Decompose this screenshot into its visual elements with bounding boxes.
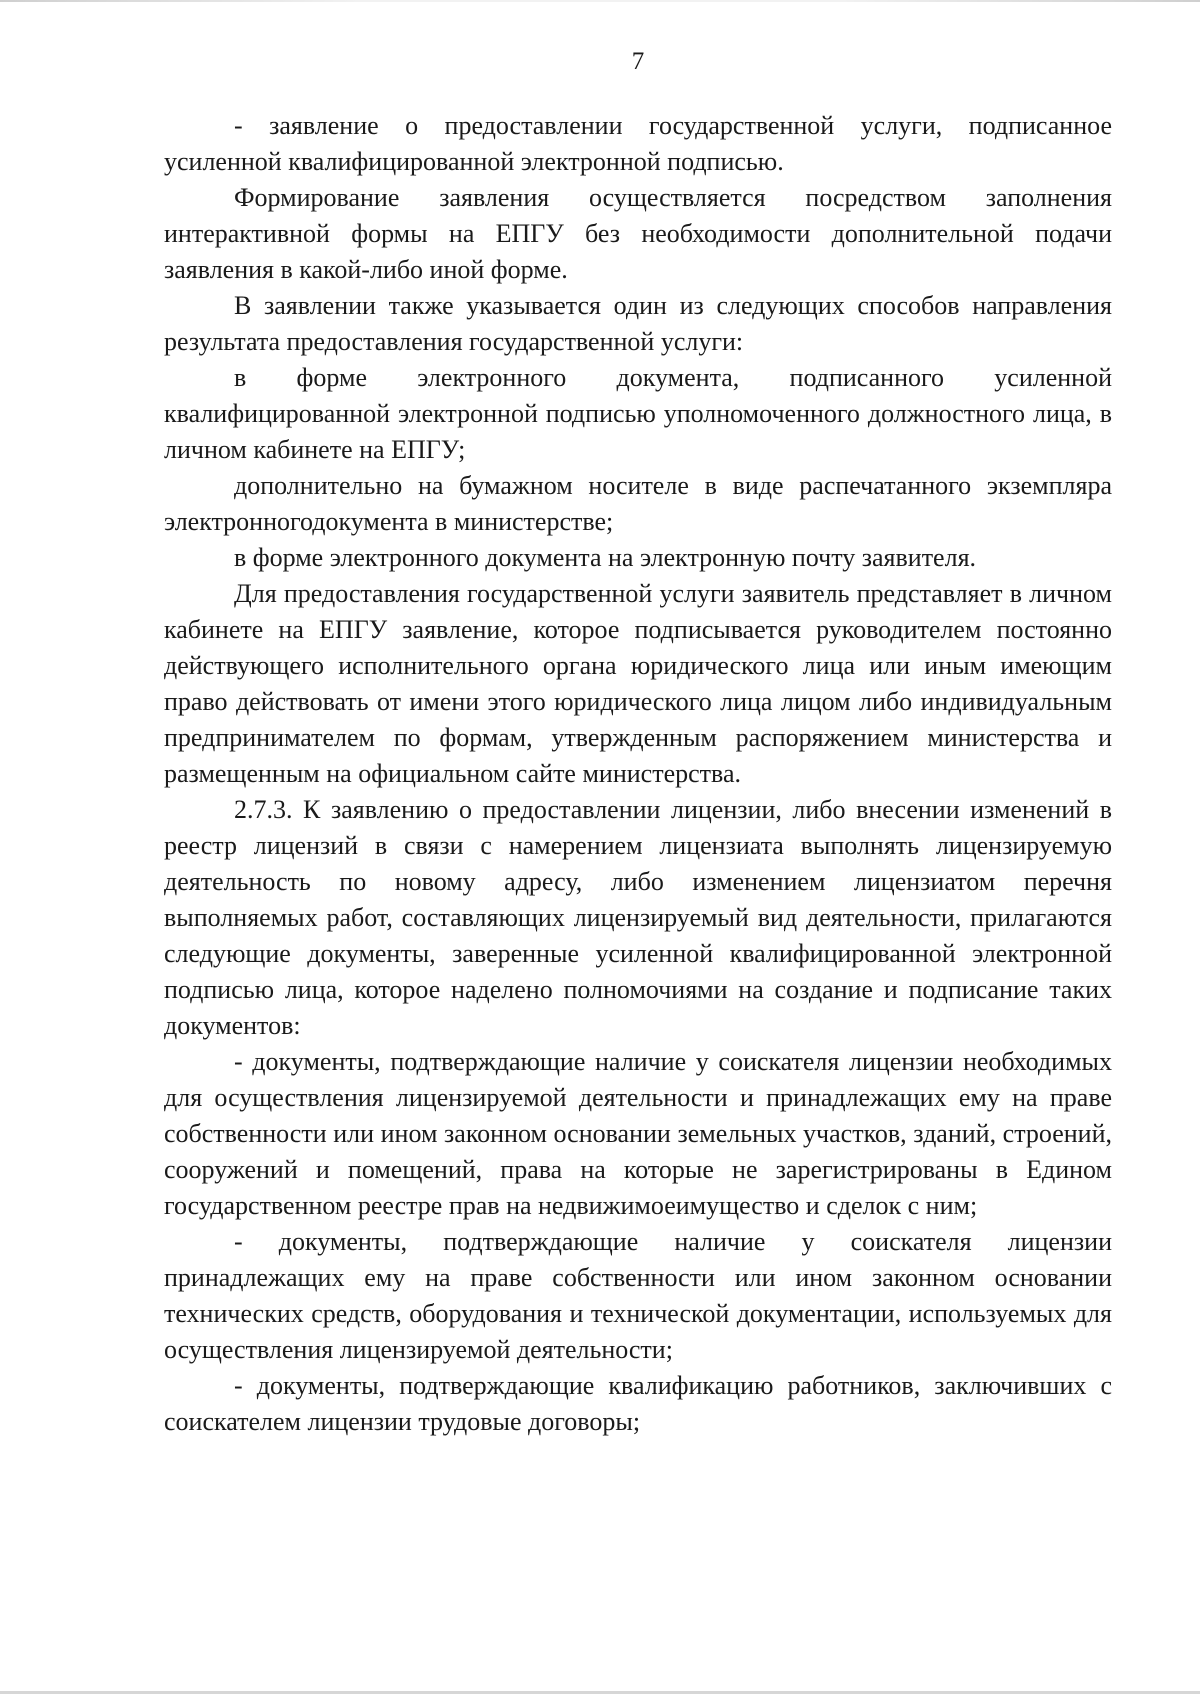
paragraph: - документы, подтверждающие квалификацию работников, заключивших с соискателем лицензии трудовые договоры;: [164, 1371, 1112, 1436]
paragraph: Для предоставления государственной услуги заявитель представляет в личном кабинете на ЕПГУ заявление, которое подписывается руководителем постоянно действующего исполнительного органа юридического лица или иным имеющим право действовать от имени этого юридического лица лицом либо индивидуальным предпринимателем по формам, утвержденным распоряжением министерства и размещенным на официальном сайте министерства.: [164, 579, 1112, 788]
paragraph: В заявлении также указывается один из следующих способов направления результата предоставления государственной услуги:: [164, 291, 1112, 356]
paragraph: дополнительно на бумажном носителе в виде распечатанного экземпляра электронногодокумента в министерстве;: [164, 471, 1112, 536]
paragraph: - заявление о предоставлении государственной услуги, подписанное усиленной квалифицированной электронной подписью.: [164, 111, 1112, 176]
page-number: 7: [631, 48, 645, 75]
paragraph: - документы, подтверждающие наличие у соискателя лицензии принадлежащих ему на праве собственности или ином законном основании технических средств, оборудования и технической документации, используемых для осуществления лицензируемой деятельности;: [164, 1227, 1112, 1364]
document-body: [164, 108, 1112, 1440]
paragraph: 2.7.3. К заявлению о предоставлении лицензии, либо внесении изменений в реестр лицензий в связи с намерением лицензиата выполнять лицензируемую деятельность по новому адресу, либо изменением лицензиатом перечня выполняемых работ, составляющих лицензируемый вид деятельности, прилагаются следующие документы, заверенные усиленной квалифицированной электронной подписью лица, которое наделено полномочиями на создание и подписание таких документов:: [164, 795, 1112, 1040]
paragraph: в форме электронного документа на электронную почту заявителя.: [234, 543, 977, 572]
scan-edge-top: [0, 0, 1200, 2]
paragraph: - документы, подтверждающие наличие у соискателя лицензии необходимых для осуществления лицензируемой деятельности и принадлежащих ему на праве собственности или ином законном основании земельных участков, зданий, строений, сооружений и помещений, права на которые не зарегистрированы в Едином государственном реестре прав на недвижимоеимущество и сделок с ним;: [164, 1047, 1112, 1220]
paragraph: Формирование заявления осуществляется посредством заполнения интерактивной формы на ЕПГУ без необходимости дополнительной подачи заявления в какой-либо иной форме.: [164, 183, 1112, 284]
paragraph: в форме электронного документа, подписанного усиленной квалифицированной электронной подписью уполномоченного должностного лица, в личном кабинете на ЕПГУ;: [164, 363, 1112, 464]
